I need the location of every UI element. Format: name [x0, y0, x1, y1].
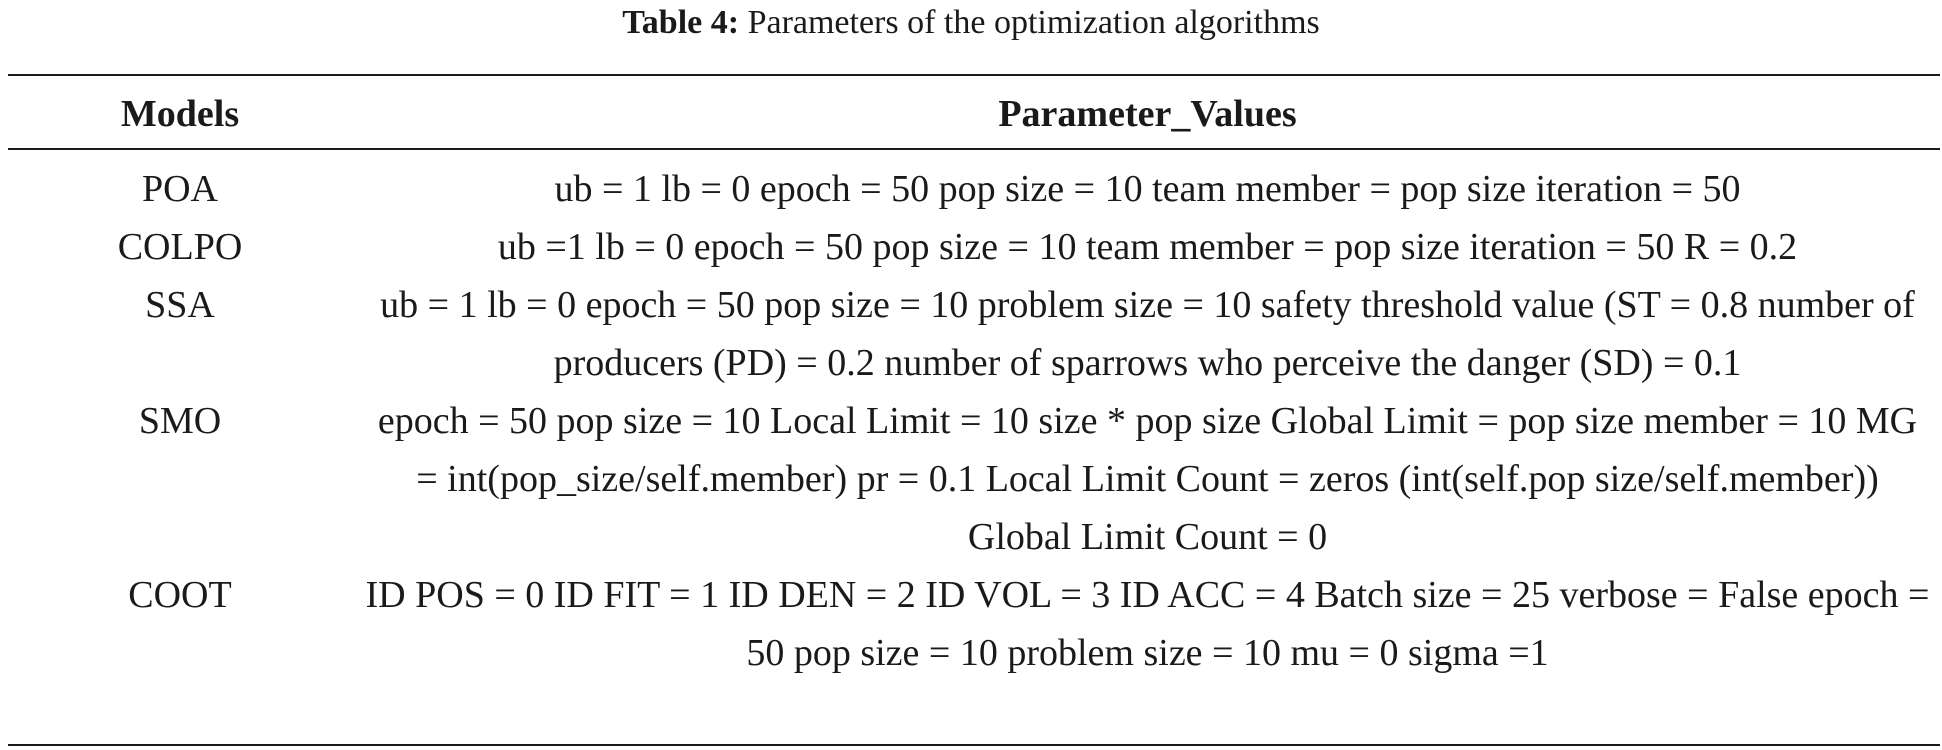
table-row [0, 566, 1942, 682]
parameter-values-cell: ub =1 lb = 0 epoch = 50 pop size = 10 team member = pop size iteration = 50 R = 0.2 [497, 226, 1798, 268]
table-row [0, 160, 1942, 218]
table-caption [0, 0, 1942, 46]
column-header-parameter-values: Parameter_Values [998, 93, 1297, 135]
parameter-values-cell: epoch = 50 pop size = 10 Local Limit = 10 size * pop size Global Limit = pop size member = 10 MG = int(pop_size/self.member) pr = 0.1 Local Limit Count = zeros (int(self.pop size/self.member)) Global Limit Count = 0 [377, 400, 1918, 558]
table-row [0, 218, 1942, 276]
model-cell: COOT [128, 574, 232, 616]
table-row [0, 276, 1942, 392]
table-header-rule [8, 148, 1940, 150]
table-caption-label: Table 4: [622, 4, 740, 41]
parameter-values-cell: ID POS = 0 ID FIT = 1 ID DEN = 2 ID VOL = 3 ID ACC = 4 Batch size = 25 verbose = False epoch = 50 pop size = 10 problem size = 10 mu = 0 sigma =1 [365, 574, 1930, 674]
table-caption-text: Parameters of the optimization algorithms [747, 4, 1320, 41]
parameter-values-cell: ub = 1 lb = 0 epoch = 50 pop size = 10 team member = pop size iteration = 50 [554, 168, 1741, 210]
table-row [0, 392, 1942, 566]
table-body [0, 160, 1942, 682]
table-bottom-rule [8, 744, 1940, 746]
model-cell: COLPO [117, 226, 243, 268]
model-cell: SMO [138, 400, 222, 442]
model-cell: SSA [145, 284, 215, 326]
column-header-models: Models [120, 93, 240, 135]
parameter-values-cell: ub = 1 lb = 0 epoch = 50 pop size = 10 problem size = 10 safety threshold value (ST = 0.8 number of producers (PD) = 0.2 number of sparrows who perceive the danger (SD) = 0.1 [380, 284, 1915, 384]
table-top-rule [8, 74, 1940, 76]
model-cell: POA [141, 168, 219, 210]
